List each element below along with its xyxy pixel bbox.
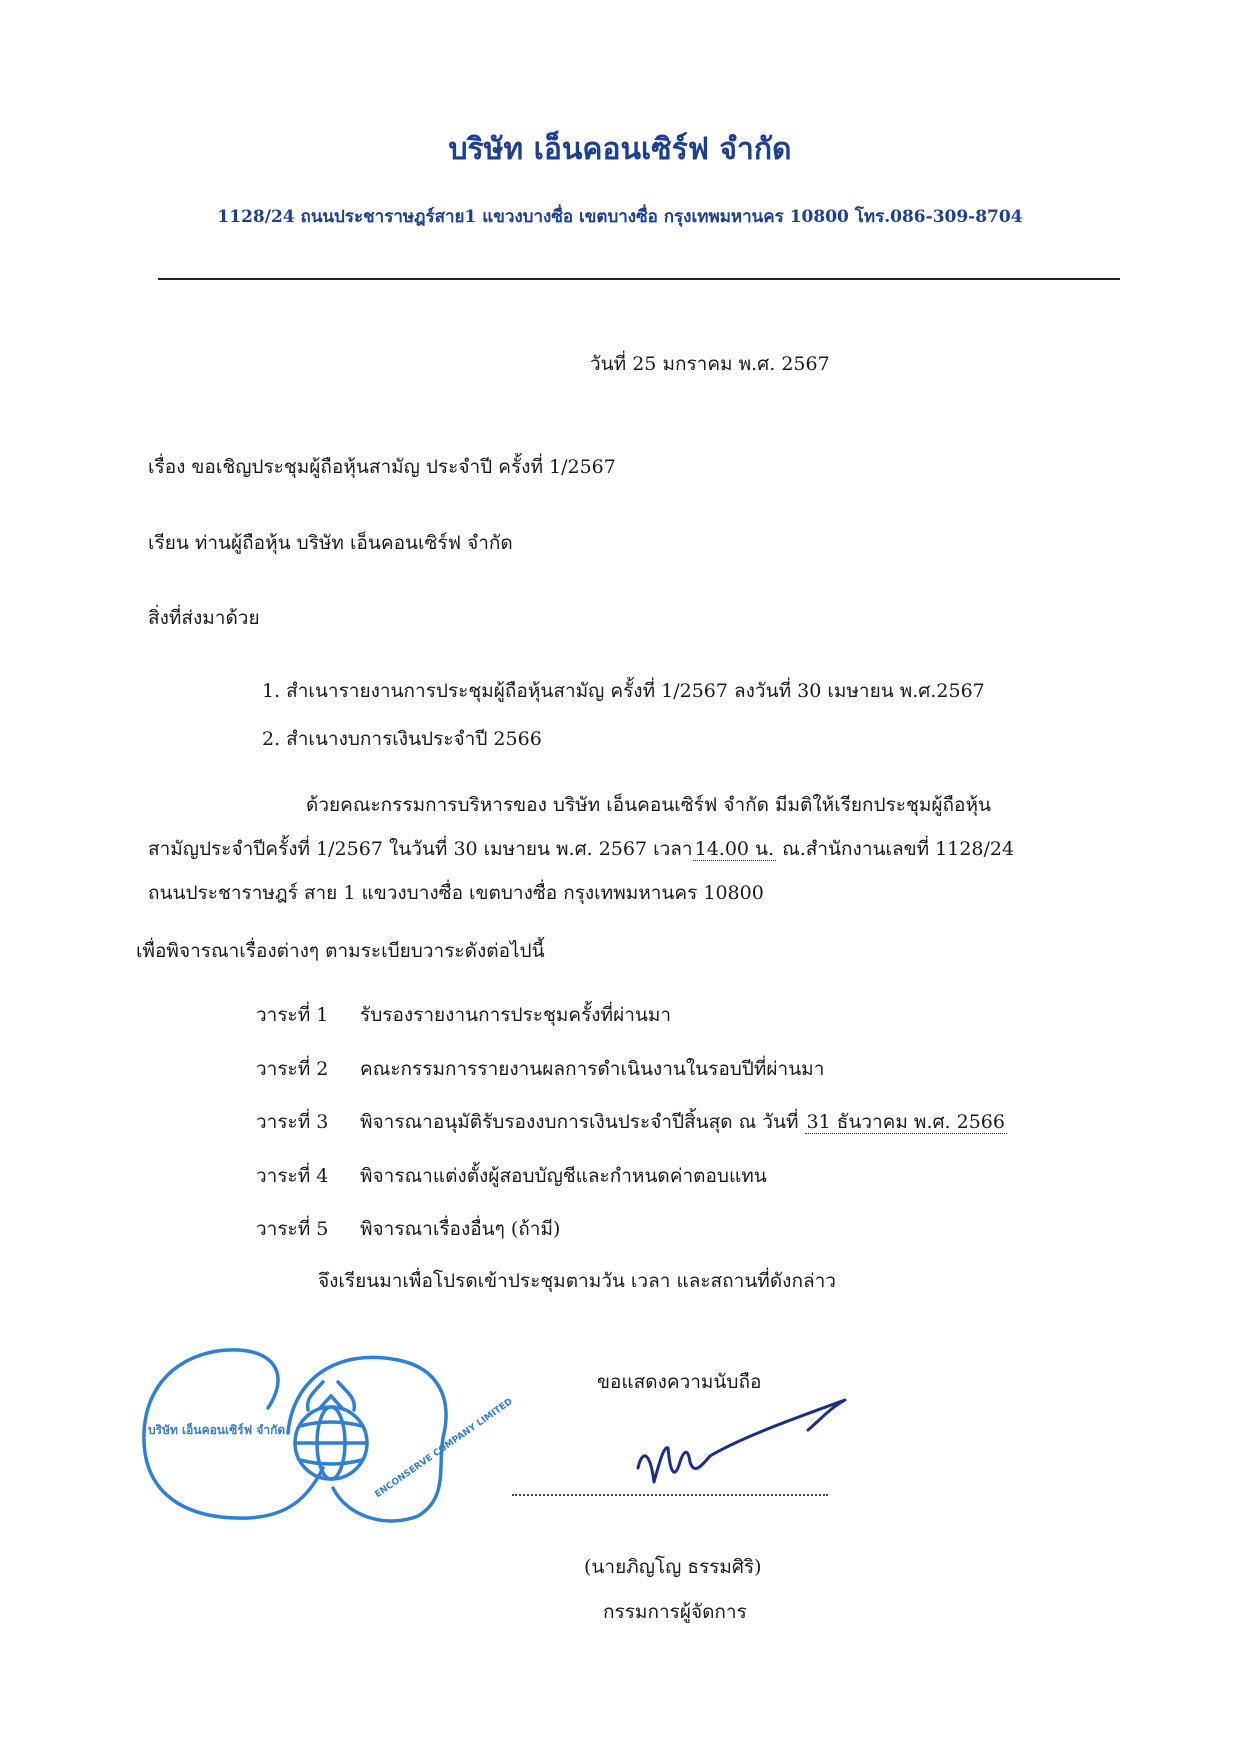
body-text: สามัญประจำปีครั้งที่ 1/2567 ในวันที่ 30 เมษายน พ.ศ. 2567 เวลา	[148, 838, 693, 860]
company-address: 1128/24 ถนนประชาราษฎร์สาย1 แขวงบางซื่อ เขตบางซื่อ กรุงเทพมหานคร 10800 โทร.086-309-8704	[217, 207, 1023, 227]
agenda-text: พิจารณาแต่งตั้งผู้สอบบัญชีและกำหนดค่าตอบแทน	[360, 1165, 767, 1187]
letter-salutation: เรียน ท่านผู้ถือหุ้น บริษัท เอ็นคอนเซิร์ฟ จำกัด	[148, 532, 513, 554]
agenda-text: คณะกรรมการรายงานผลการดำเนินงานในรอบปีที่ผ่านมา	[360, 1058, 825, 1080]
agenda-date-filled: 31 ธันวาคม พ.ศ. 2566	[806, 1111, 1005, 1133]
agenda-text	[360, 1107, 1007, 1137]
agenda-text-main: พิจารณาอนุมัติรับรองงบการเงินประจำปีสิ้นสุด ณ วันที่	[360, 1111, 799, 1133]
body-text: ณ.สำนักงานเลขที่ 1128/24	[776, 838, 1015, 860]
regards-line: ขอแสดงความนับถือ	[597, 1371, 762, 1393]
signer-name: (นายภิญโญ ธรรมศิริ)	[584, 1556, 762, 1578]
signature	[630, 1390, 870, 1490]
company-stamp	[138, 1338, 515, 1528]
letter-date: วันที่ 25 มกราคม พ.ศ. 2567	[590, 353, 830, 375]
letter-subject: เรื่อง ขอเชิญประชุมผู้ถือหุ้นสามัญ ประจำปี ครั้งที่ 1/2567	[148, 456, 616, 478]
body-line: ด้วยคณะกรรมการบริหารของ บริษัท เอ็นคอนเซิร์ฟ จำกัด มีมติให้เรียกประชุมผู้ถือหุ้น	[306, 794, 991, 816]
body-line: ถนนประชาราษฎร์ สาย 1 แขวงบางซื่อ เขตบางซื่อ กรุงเทพมหานคร 10800	[148, 882, 764, 904]
agenda-text: รับรองรายงานการประชุมครั้งที่ผ่านมา	[360, 1004, 672, 1026]
enclosure-label: สิ่งที่ส่งมาด้วย	[148, 607, 260, 629]
header-divider	[158, 278, 1120, 280]
body-line: เพื่อพิจารณาเรื่องต่างๆ ตามระเบียบวาระดังต่อไปนี้	[136, 940, 545, 962]
body-line	[148, 834, 1014, 864]
signer-title: กรรมการผู้จัดการ	[603, 1601, 747, 1623]
closing-line: จึงเรียนมาเพื่อโปรดเข้าประชุมตามวัน เวลา และสถานที่ดังกล่าว	[318, 1270, 836, 1292]
agenda-number: วาระที่ 1	[256, 1004, 329, 1026]
agenda-number: วาระที่ 5	[256, 1218, 329, 1240]
meeting-time: 14.00 น.	[694, 838, 775, 860]
stamp-text-en: ENCONSERVE COMPANY LIMITED	[373, 1396, 515, 1501]
stamp-text-th: บริษัท เอ็นคอนเซิร์ฟ จำกัด	[148, 1423, 286, 1437]
agenda-number: วาระที่ 2	[256, 1058, 329, 1080]
signature-line	[512, 1482, 828, 1496]
agenda-text: พิจารณาเรื่องอื่นๆ (ถ้ามี)	[360, 1218, 561, 1240]
enclosure-item: 2. สำเนางบการเงินประจำปี 2566	[262, 728, 542, 750]
company-name: บริษัท เอ็นคอนเซิร์ฟ จำกัด	[448, 132, 792, 167]
agenda-number: วาระที่ 3	[256, 1111, 329, 1133]
agenda-number: วาระที่ 4	[256, 1165, 329, 1187]
enclosure-item: 1. สำเนารายงานการประชุมผู้ถือหุ้นสามัญ ครั้งที่ 1/2567 ลงวันที่ 30 เมษายน พ.ศ.2567	[262, 680, 985, 702]
